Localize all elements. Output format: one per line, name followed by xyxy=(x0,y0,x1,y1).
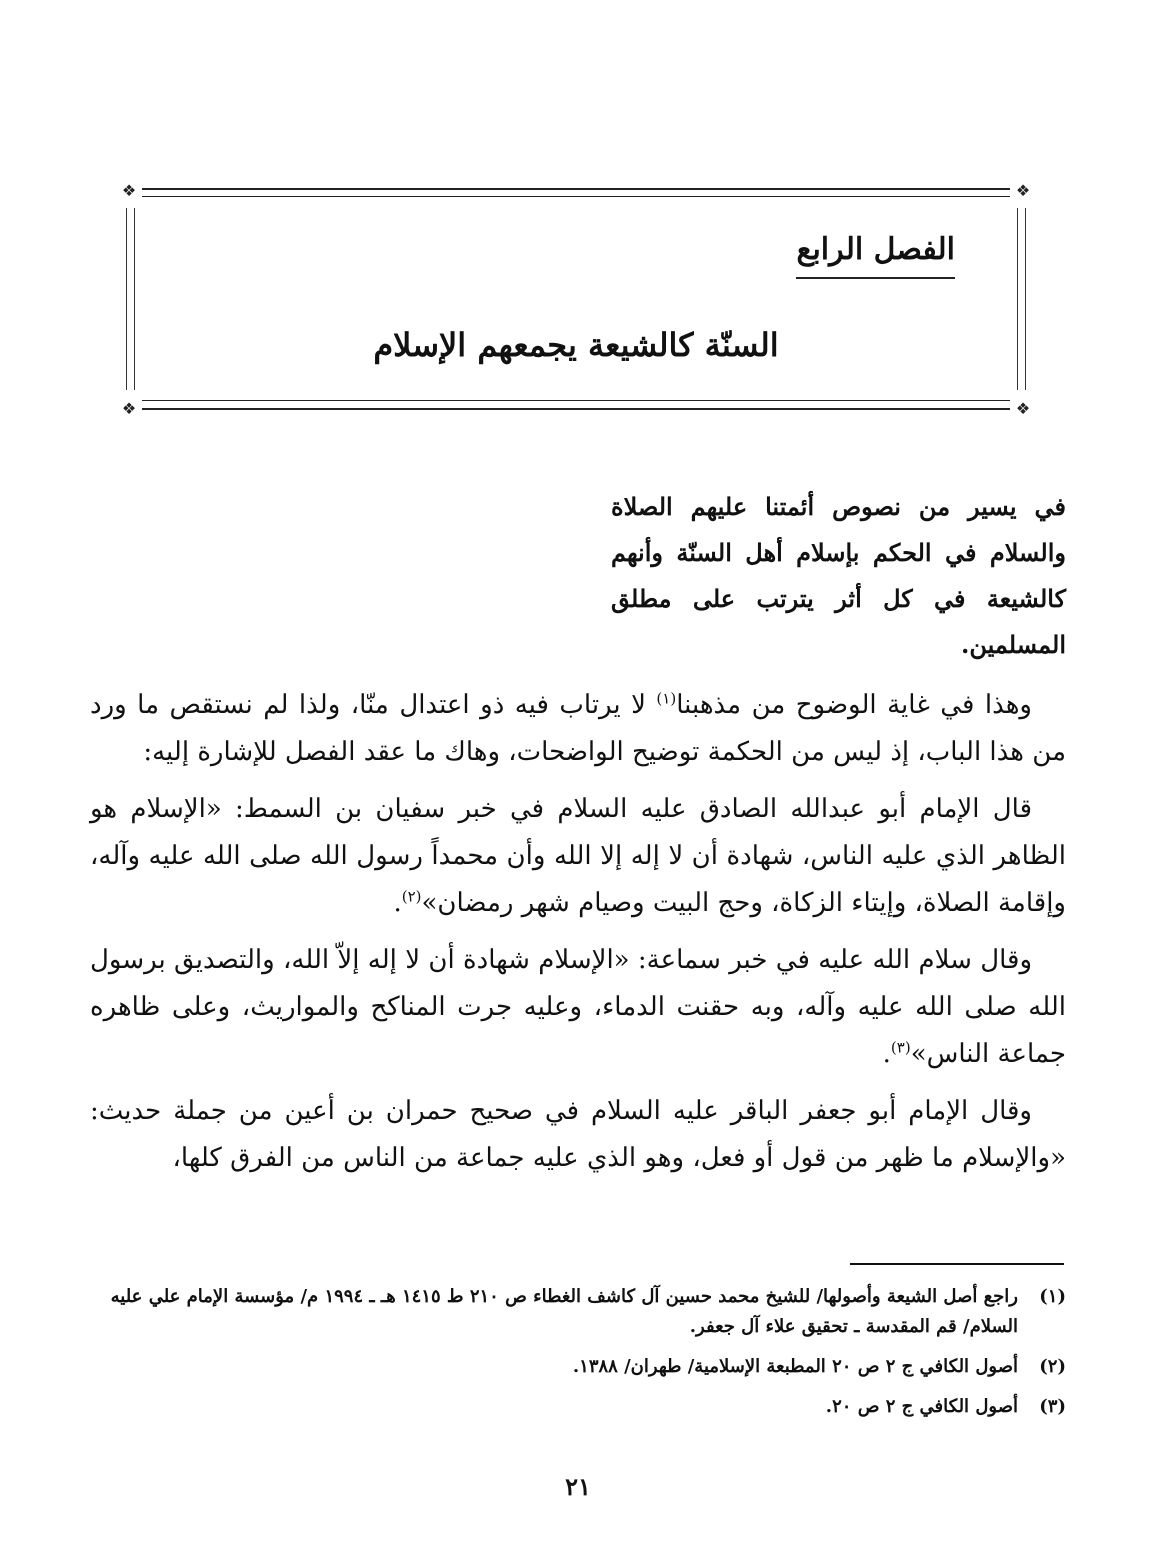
frame-corner-ornament-top-left: ❖ xyxy=(121,181,137,200)
paragraph-text: . xyxy=(882,1039,891,1069)
footnote-number: (١) xyxy=(1039,1286,1066,1307)
paragraph-text: قال الإمام أبو عبدالله الصادق عليه السلام في خبر سفيان بن السمط: «الإسلام هو الظاهر الذي عليه الناس، شهادة أن لا إله إلا الله وأن محمداً رسول الله صلى الله عليه وآله، وإقامة الصلاة، وإيتاء الزكاة، وحج البيت وصيام شهر رمضان» xyxy=(90,794,1066,918)
footnote-number: (٣) xyxy=(1039,1396,1066,1417)
frame-corner-ornament-top-right: ❖ xyxy=(1015,181,1031,200)
footnote-separator xyxy=(850,1263,1064,1265)
chapter-title: السنّة كالشيعة يجمعهم الإسلام xyxy=(373,326,779,364)
frame-bottom-inner-line xyxy=(142,400,1010,401)
footnote-text: راجع أصل الشيعة وأصولها/ للشيخ محمد حسين آل كاشف الغطاء ص ٢١٠ ط ١٤١٥ هـ ـ ١٩٩٤ م/ مؤسسة الإمام علي عليه السلام/ قم المقدسة ـ تحقيق علاء آل جعفر. xyxy=(110,1286,1018,1337)
frame-corner-ornament-bottom-right: ❖ xyxy=(1015,399,1031,418)
page-number: ٢١ xyxy=(565,1472,591,1501)
footnotes xyxy=(90,1282,1066,1432)
frame-top-inner-line xyxy=(142,196,1010,197)
footnote-text: أصول الكافي ج ٢ ص ٢٠. xyxy=(825,1396,1018,1417)
paragraph xyxy=(90,682,1066,776)
footnote xyxy=(90,1392,1066,1422)
chapter-title-frame xyxy=(121,181,1031,418)
paragraph-text: لا يرتاب فيه ذو اعتدال منّا، ولذا لم نستقص ما ورد من هذا الباب، إذ ليس من الحكمة توضيح الواضحات، وهاك ما عقد الفصل للإشارة إليه: xyxy=(90,690,1066,767)
footnote-number: (٢) xyxy=(1039,1356,1066,1377)
footnote-text: أصول الكافي ج ٢ ص ٢٠ المطبعة الإسلامية/ طهران/ ١٣٨٨. xyxy=(572,1356,1018,1377)
footnote-ref[interactable]: (٣) xyxy=(890,1038,911,1057)
paragraph xyxy=(90,1088,1066,1182)
paragraph-text: وهذا في غاية الوضوح من مذهبنا xyxy=(676,690,1032,720)
paragraph xyxy=(90,937,1066,1078)
frame-bottom-line xyxy=(142,408,1010,410)
paragraph xyxy=(90,786,1066,927)
paragraph-text: وقال سلام الله عليه في خبر سماعة: «الإسلام شهادة أن لا إله إلاّ الله، والتصديق برسول الله صلى الله عليه وآله، وبه حقنت الدماء، وعليه جرت المناكح والمواريث، وعلى ظاهره جماعة الناس» xyxy=(90,945,1066,1069)
footnote-ref[interactable]: (١) xyxy=(656,689,677,708)
footnote xyxy=(90,1352,1066,1382)
footnote-ref[interactable]: (٢) xyxy=(401,887,422,906)
frame-corner-ornament-bottom-left: ❖ xyxy=(121,399,137,418)
chapter-intro: في يسير من نصوص أئمتنا عليهم الصلاة والسلام في الحكم بإسلام أهل السنّة وأنهم كالشيعة في كل أثر يترتب على مطلق المسلمين. xyxy=(611,492,1066,659)
frame-top-line xyxy=(142,188,1010,190)
paragraph-text: . xyxy=(393,888,402,918)
footnote xyxy=(90,1282,1066,1342)
paragraph-text: وقال الإمام أبو جعفر الباقر عليه السلام في صحيح حمران بن أعين من جملة حديث: «والإسلام ما ظهر من قول أو فعل، وهو الذي عليه جماعة من الناس من الفرق كلها، xyxy=(90,1096,1066,1173)
body-text xyxy=(90,682,1066,1192)
chapter-label: الفصل الرابع xyxy=(796,232,955,279)
